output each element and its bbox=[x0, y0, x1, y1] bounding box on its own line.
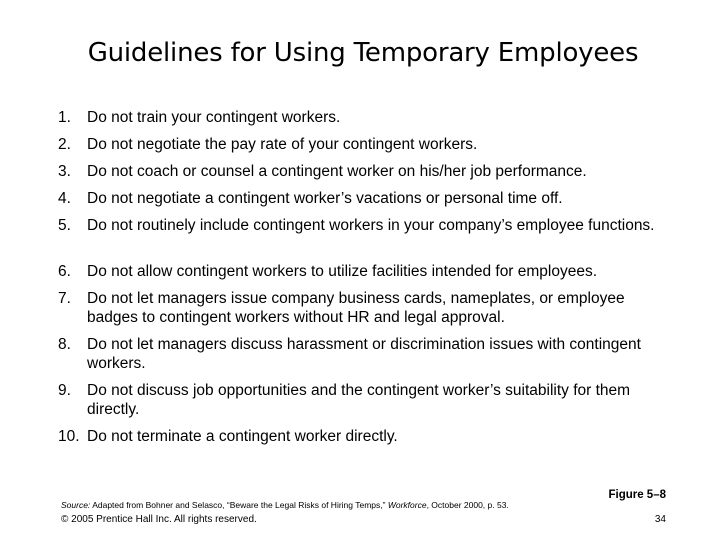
guideline-item bbox=[58, 335, 678, 373]
slide-title: Guidelines for Using Temporary Employees bbox=[87, 38, 639, 68]
guideline-text: Do not allow contingent workers to utilize facilities intended for employees. bbox=[87, 263, 598, 280]
guideline-number: 8. bbox=[58, 336, 71, 353]
guideline-number: 3. bbox=[58, 163, 71, 180]
guideline-item bbox=[58, 135, 678, 154]
guideline-number: 2. bbox=[58, 136, 71, 153]
guideline-number: 4. bbox=[58, 190, 71, 207]
guideline-text: Do not coach or counsel a contingent worker on his/her job performance. bbox=[87, 163, 587, 180]
figure-label: Figure 5–8 bbox=[608, 489, 666, 501]
guideline-text: Do not let managers discuss harassment or discrimination issues with contingent workers. bbox=[87, 336, 641, 372]
guideline-text: Do not routinely include contingent workers in your company’s employee functions. bbox=[87, 217, 655, 234]
guideline-number: 5. bbox=[58, 217, 71, 234]
page-number: 34 bbox=[654, 514, 666, 525]
guideline-item bbox=[58, 427, 678, 446]
guideline-number: 7. bbox=[58, 290, 71, 307]
guideline-number: 9. bbox=[58, 382, 71, 399]
guideline-text: Do not negotiate the pay rate of your contingent workers. bbox=[87, 136, 478, 153]
source-details: , October 2000, p. 53. bbox=[426, 500, 509, 510]
guideline-item bbox=[58, 189, 678, 208]
guideline-text: Do not let managers issue company business cards, nameplates, or employee badges to contingent workers without HR and legal approval. bbox=[87, 290, 625, 326]
guideline-item bbox=[58, 162, 678, 181]
copyright-notice: © 2005 Prentice Hall Inc. All rights reserved. bbox=[61, 514, 257, 525]
guideline-text: Do not discuss job opportunities and the contingent worker’s suitability for them directly. bbox=[87, 382, 631, 418]
guideline-item bbox=[58, 289, 678, 327]
source-journal: Workforce bbox=[387, 500, 427, 510]
guideline-number: 1. bbox=[58, 109, 71, 126]
source-text: Adapted from Bohner and Selasco, “Beware the Legal Risks of Hiring Temps,” bbox=[92, 500, 386, 510]
source-label: Source: bbox=[61, 500, 91, 510]
guideline-number: 6. bbox=[58, 263, 71, 280]
guideline-item bbox=[58, 381, 678, 419]
guideline-item bbox=[58, 262, 678, 281]
guideline-text: Do not train your contingent workers. bbox=[87, 109, 341, 126]
guideline-text: Do not terminate a contingent worker directly. bbox=[87, 428, 398, 445]
guideline-item bbox=[58, 216, 678, 235]
guideline-item bbox=[58, 108, 678, 127]
source-citation bbox=[61, 500, 509, 510]
guideline-number: 10. bbox=[58, 428, 80, 445]
guideline-text: Do not negotiate a contingent worker’s vacations or personal time off. bbox=[87, 190, 563, 207]
